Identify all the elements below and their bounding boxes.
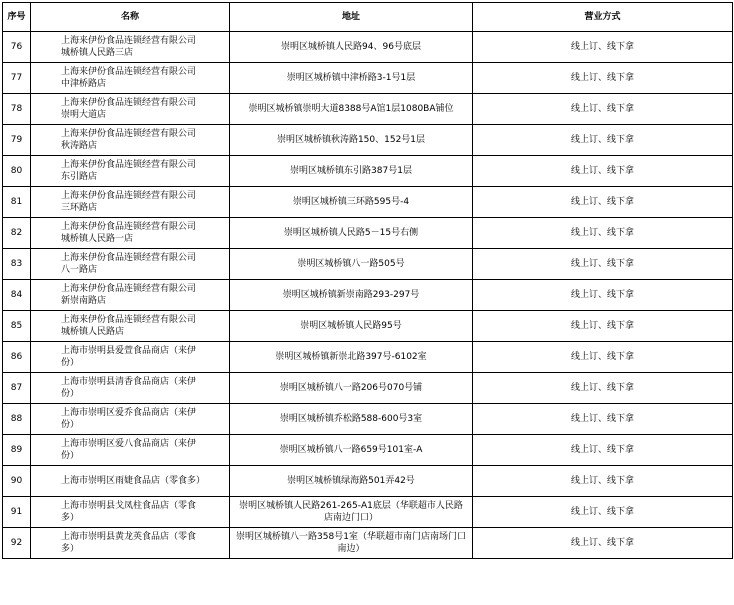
cell-mode: 线上订、线下拿 [473, 342, 733, 373]
cell-name: 上海市崇明区爱八食品商店（来伊份） [31, 435, 230, 466]
cell-name: 上海来伊份食品连锁经营有限公司八一路店 [31, 249, 230, 280]
cell-mode: 线上订、线下拿 [473, 466, 733, 497]
cell-mode: 线上订、线下拿 [473, 63, 733, 94]
cell-mode: 线上订、线下拿 [473, 187, 733, 218]
cell-name: 上海来伊份食品连锁经营有限公司城桥镇人民路三店 [31, 32, 230, 63]
table-row [3, 342, 733, 373]
cell-mode: 线上订、线下拿 [473, 125, 733, 156]
cell-name: 上海来伊份食品连锁经营有限公司秋涛路店 [31, 125, 230, 156]
cell-mode: 线上订、线下拿 [473, 280, 733, 311]
cell-name: 上海来伊份食品连锁经营有限公司崇明大道店 [31, 94, 230, 125]
cell-mode: 线上订、线下拿 [473, 156, 733, 187]
table-row [3, 497, 733, 528]
cell-mode: 线上订、线下拿 [473, 249, 733, 280]
cell-mode: 线上订、线下拿 [473, 32, 733, 63]
cell-address: 崇明区城桥镇三环路595号-4 [230, 187, 473, 218]
cell-mode: 线上订、线下拿 [473, 311, 733, 342]
table-row [3, 63, 733, 94]
table-body [3, 32, 733, 559]
cell-name: 上海市崇明县黄龙英食品店（零食多） [31, 528, 230, 559]
cell-name: 上海来伊份食品连锁经营有限公司城桥镇人民路一店 [31, 218, 230, 249]
header-name: 名称 [31, 3, 230, 32]
cell-no: 78 [3, 94, 31, 125]
cell-no: 81 [3, 187, 31, 218]
cell-no: 87 [3, 373, 31, 404]
cell-no: 77 [3, 63, 31, 94]
cell-mode: 线上订、线下拿 [473, 373, 733, 404]
cell-address: 崇明区城桥镇人民路94、96号底层 [230, 32, 473, 63]
cell-name: 上海市崇明县清香食品商店（来伊份） [31, 373, 230, 404]
cell-name: 上海市崇明区爱乔食品商店（来伊份） [31, 404, 230, 435]
cell-address: 崇明区城桥镇人民路5－15号右侧 [230, 218, 473, 249]
table-row [3, 218, 733, 249]
cell-name: 上海市崇明县爱萱食品商店（来伊份） [31, 342, 230, 373]
table-row [3, 528, 733, 559]
table-row [3, 373, 733, 404]
cell-address: 崇明区城桥镇人民路95号 [230, 311, 473, 342]
header-no: 序号 [3, 3, 31, 32]
cell-mode: 线上订、线下拿 [473, 94, 733, 125]
cell-address: 崇明区城桥镇八一路358号1室（华联超市南门店南场门口南边） [230, 528, 473, 559]
cell-address: 崇明区城桥镇东引路387号1层 [230, 156, 473, 187]
cell-name: 上海市崇明县戈凤柱食品店（零食多） [31, 497, 230, 528]
cell-no: 82 [3, 218, 31, 249]
table-row [3, 435, 733, 466]
cell-address: 崇明区城桥镇中津桥路3-1号1层 [230, 63, 473, 94]
cell-no: 84 [3, 280, 31, 311]
cell-no: 85 [3, 311, 31, 342]
table-row [3, 94, 733, 125]
cell-name: 上海来伊份食品连锁经营有限公司三环路店 [31, 187, 230, 218]
cell-mode: 线上订、线下拿 [473, 404, 733, 435]
cell-address: 崇明区城桥镇秋涛路150、152号1层 [230, 125, 473, 156]
cell-mode: 线上订、线下拿 [473, 435, 733, 466]
cell-mode: 线上订、线下拿 [473, 497, 733, 528]
header-mode: 营业方式 [473, 3, 733, 32]
header-address: 地址 [230, 3, 473, 32]
header-row [3, 3, 733, 32]
cell-no: 92 [3, 528, 31, 559]
store-list-table [2, 2, 733, 559]
table-header [3, 3, 733, 32]
cell-address: 崇明区城桥镇八一路206号070号铺 [230, 373, 473, 404]
cell-name: 上海来伊份食品连锁经营有限公司新崇南路店 [31, 280, 230, 311]
cell-address: 崇明区城桥镇崇明大道8388号A馆1层1080BA铺位 [230, 94, 473, 125]
cell-no: 86 [3, 342, 31, 373]
cell-name: 上海市崇明区雨婕食品店（零食多） [31, 466, 230, 497]
table-row [3, 466, 733, 497]
cell-mode: 线上订、线下拿 [473, 528, 733, 559]
table-row [3, 404, 733, 435]
cell-name: 上海来伊份食品连锁经营有限公司中津桥路店 [31, 63, 230, 94]
table-row [3, 280, 733, 311]
cell-no: 80 [3, 156, 31, 187]
cell-address: 崇明区城桥镇人民路261-265-A1底层（华联超市人民路店南边门口） [230, 497, 473, 528]
cell-mode: 线上订、线下拿 [473, 218, 733, 249]
cell-address: 崇明区城桥镇乔松路588-600号3室 [230, 404, 473, 435]
cell-address: 崇明区城桥镇新崇南路293-297号 [230, 280, 473, 311]
table-row [3, 32, 733, 63]
table-row [3, 187, 733, 218]
cell-no: 91 [3, 497, 31, 528]
cell-no: 90 [3, 466, 31, 497]
cell-address: 崇明区城桥镇新崇北路397号-6102室 [230, 342, 473, 373]
table-row [3, 311, 733, 342]
cell-no: 83 [3, 249, 31, 280]
table-row [3, 125, 733, 156]
table-row [3, 249, 733, 280]
table-row [3, 156, 733, 187]
cell-no: 88 [3, 404, 31, 435]
cell-address: 崇明区城桥镇八一路505号 [230, 249, 473, 280]
cell-no: 79 [3, 125, 31, 156]
cell-no: 76 [3, 32, 31, 63]
cell-no: 89 [3, 435, 31, 466]
cell-address: 崇明区城桥镇绿海路501弄42号 [230, 466, 473, 497]
cell-name: 上海来伊份食品连锁经营有限公司城桥镇人民路店 [31, 311, 230, 342]
cell-address: 崇明区城桥镇八一路659号101室-A [230, 435, 473, 466]
cell-name: 上海来伊份食品连锁经营有限公司东引路店 [31, 156, 230, 187]
